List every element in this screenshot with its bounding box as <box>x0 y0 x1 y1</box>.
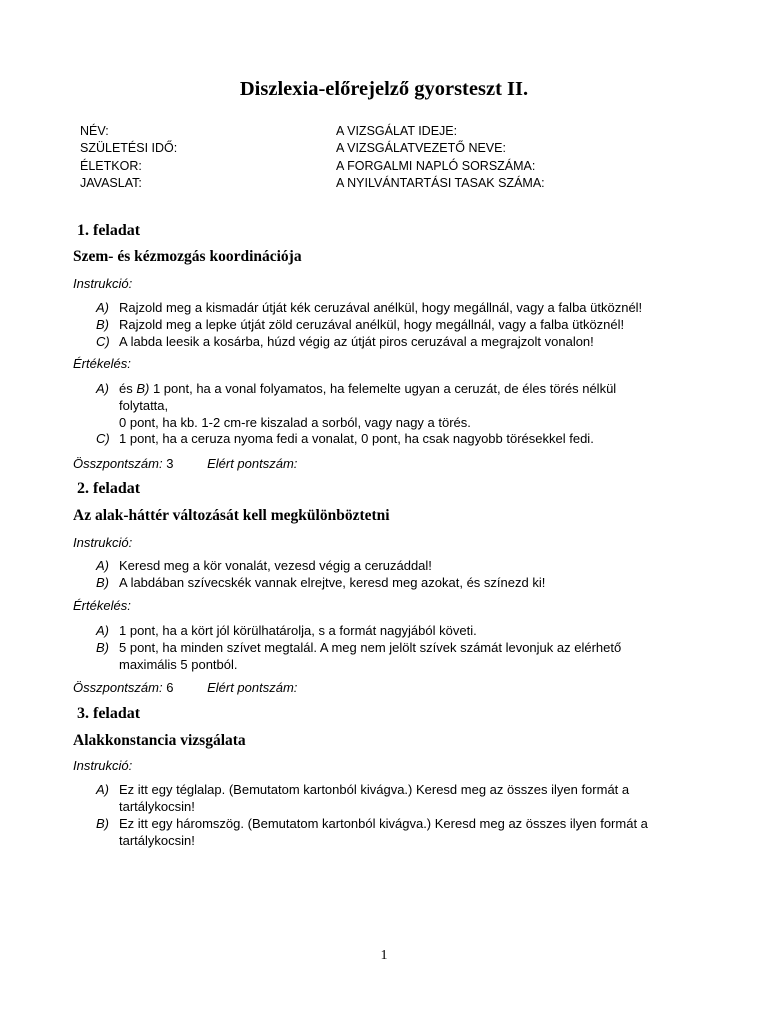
task-3-heading: 3. feladat <box>77 705 141 722</box>
field-name-label: NÉV: <box>80 124 109 138</box>
page-number: 1 <box>380 948 388 963</box>
item-marker-2: B) <box>136 381 150 396</box>
task-1-eval-c <box>96 430 716 447</box>
item-marker: B) <box>96 640 109 655</box>
task-2-total <box>73 680 297 695</box>
item-pre: és <box>119 381 137 396</box>
task-2-instr-a <box>96 557 716 574</box>
field-exam-date-label: A VIZSGÁLAT IDEJE: <box>336 124 458 138</box>
item-marker: A) <box>96 381 109 396</box>
page-title: Diszlexia-előrejelző gyorsteszt II. <box>239 78 529 100</box>
achieved-label: Elért pontszám: <box>207 456 298 471</box>
field-log-number-label: A FORGALMI NAPLÓ SORSZÁMA: <box>336 158 536 173</box>
task-2-subtitle: Az alak-háttér változását kell megkülönböztetni <box>73 507 390 524</box>
item-marker: A) <box>96 623 109 638</box>
header-right-fields <box>336 123 545 192</box>
item-continuation: tartálykocsin! <box>119 799 195 814</box>
total-value: 3 <box>166 456 174 471</box>
item-text: 1 pont, ha a ceruza nyoma fedi a vonalat, 0 pont, ha csak nagyobb törésekkel fedi. <box>119 431 594 446</box>
task-2-instruction-label: Instrukció: <box>73 535 133 550</box>
item-marker: A) <box>96 782 109 797</box>
item-marker: B) <box>96 317 109 332</box>
item-marker: A) <box>96 558 109 573</box>
task-1-eval-ab <box>96 380 716 431</box>
field-suggestion-label: JAVASLAT: <box>80 175 142 190</box>
item-text: 1 pont, ha a kört jól körülhatárolja, s a formát nagyjából követi. <box>119 623 477 638</box>
field-birth-label: SZÜLETÉSI IDŐ: <box>80 141 178 156</box>
achieved-label: Elért pontszám: <box>207 680 298 695</box>
task-3-instruction-label: Instrukció: <box>73 758 133 773</box>
task-1-total <box>73 456 297 471</box>
task-1-subtitle: Szem- és kézmozgás koordinációja <box>73 248 302 265</box>
task-1-instr-c <box>96 333 716 350</box>
task-1-instr-b <box>96 316 716 333</box>
item-text: 1 pont, ha a vonal folyamatos, ha felemelte ugyan a ceruzát, de éles törés nélkül <box>149 381 617 396</box>
item-text: Ez itt egy háromszög. (Bemutatom kartonból kivágva.) Keresd meg az összes ilyen formát a <box>119 816 648 831</box>
total-value: 6 <box>166 680 174 695</box>
item-continuation: tartálykocsin! <box>119 833 195 848</box>
task-1-instruction-label: Instrukció: <box>73 276 133 291</box>
item-marker: C) <box>96 431 110 446</box>
item-text: 5 pont, ha minden szívet megtalál. A meg nem jelölt szívek számát levonjuk az elérhető <box>119 640 622 655</box>
item-text: Keresd meg a kör vonalát, vezesd végig a ceruzáddal! <box>119 558 432 573</box>
task-1-instr-a <box>96 299 716 316</box>
item-text: Rajzold meg a kismadár útját kék ceruzával anélkül, hogy megállnál, vagy a falba ütköznél! <box>119 300 643 315</box>
total-label: Összpontszám: <box>73 680 163 695</box>
field-age-label: ÉLETKOR: <box>80 158 142 173</box>
header-left-fields <box>80 123 177 192</box>
task-1-evaluation-label: Értékelés: <box>73 356 131 371</box>
task-2-eval-a <box>96 622 716 639</box>
total-label: Összpontszám: <box>73 456 163 471</box>
field-examiner-label: A VIZSGÁLATVEZETŐ NEVE: <box>336 141 506 156</box>
task-2-evaluation-label: Értékelés: <box>73 598 131 613</box>
task-2-instr-b <box>96 574 716 591</box>
task-3-instr-b <box>96 815 716 849</box>
task-2-heading: 2. feladat <box>77 480 141 497</box>
task-2-eval-b <box>96 639 716 673</box>
task-3-instr-a <box>96 781 716 815</box>
item-text: Ez itt egy téglalap. (Bemutatom kartonból kivágva.) Keresd meg az összes ilyen formát a <box>119 782 630 797</box>
task-1-heading: 1. feladat <box>77 222 141 239</box>
item-marker: C) <box>96 334 110 349</box>
task-3-subtitle: Alakkonstancia vizsgálata <box>73 732 246 749</box>
item-marker: B) <box>96 575 109 590</box>
item-continuation: 0 pont, ha kb. 1-2 cm-re kiszalad a sorból, vagy nagy a törés. <box>119 415 471 430</box>
item-marker: A) <box>96 300 109 315</box>
item-text: Rajzold meg a lepke útját zöld ceruzával anélkül, hogy megállnál, vagy a falba ütköznél! <box>119 317 625 332</box>
item-continuation: maximális 5 pontból. <box>119 657 238 672</box>
item-marker: B) <box>96 816 109 831</box>
item-text: A labda leesik a kosárba, húzd végig az útját piros ceruzával a megrajzolt vonalon! <box>119 334 594 349</box>
item-continuation: folytatta, <box>119 398 169 413</box>
field-folder-number-label: A NYILVÁNTARTÁSI TASAK SZÁMA: <box>336 175 545 190</box>
item-text: A labdában szívecskék vannak elrejtve, keresd meg azokat, és színezd ki! <box>119 575 546 590</box>
